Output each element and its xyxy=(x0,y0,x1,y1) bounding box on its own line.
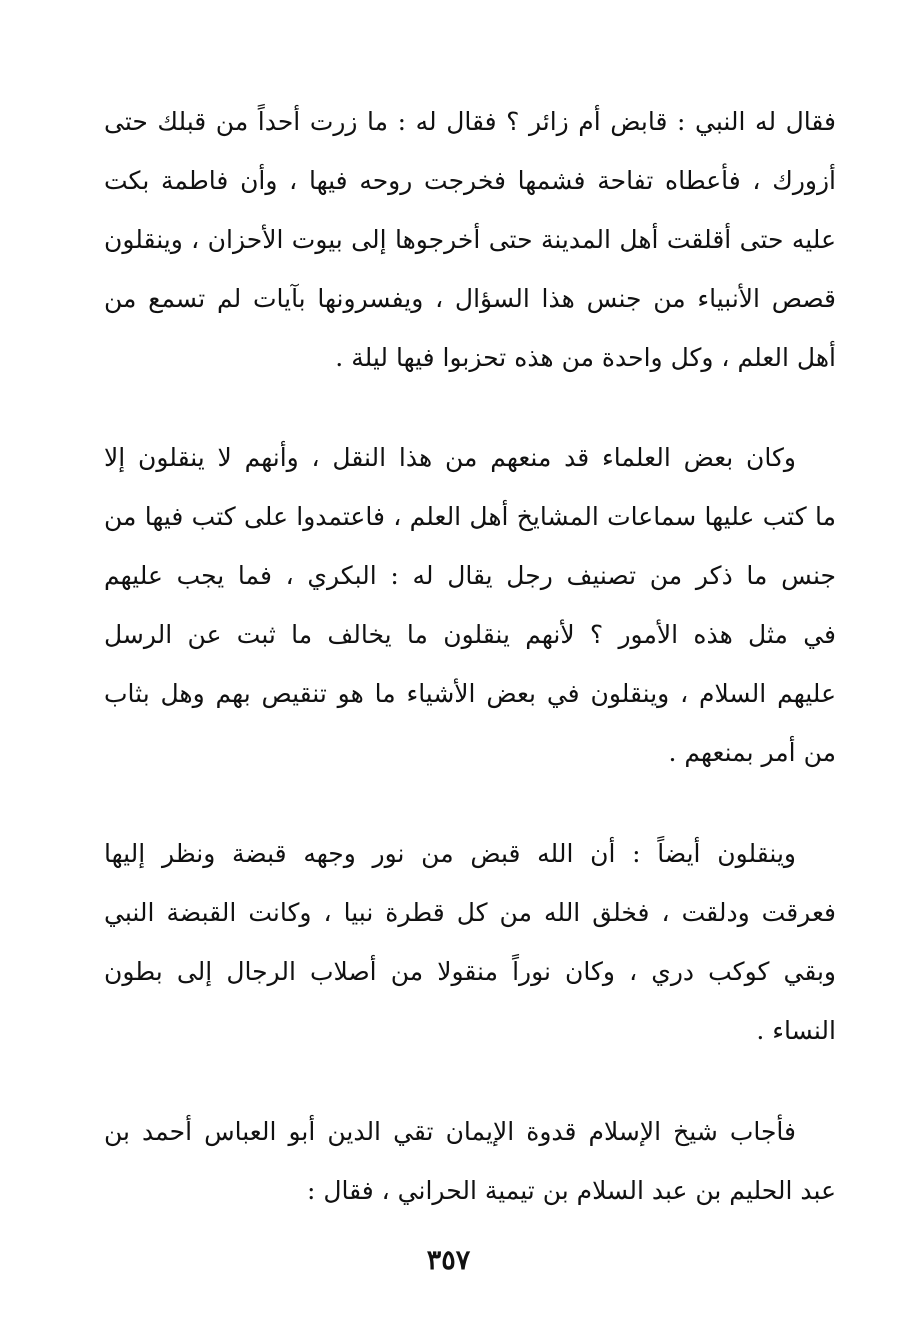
text-line: من أمر بمنعهم . xyxy=(668,738,836,767)
text-line: أزورك ، فأعطاه تفاحة فشمها فخرجت روحه فيها ، وأن فاطمة بكت xyxy=(104,166,836,195)
text-line: النساء . xyxy=(756,1016,836,1045)
paragraph-prophet-visit xyxy=(104,92,836,387)
text-line: في مثل هذه الأمور ؟ لأنهم ينقلون ما يخالف ما ثبت عن الرسل xyxy=(104,620,836,649)
text-line: ما كتب عليها سماعات المشايخ أهل العلم ، فاعتمدوا على كتب فيها من xyxy=(104,502,836,531)
text-line: أهل العلم ، وكل واحدة من هذه تحزبوا فيها ليلة . xyxy=(335,343,836,372)
paragraph-light-handful xyxy=(104,824,836,1060)
text-line: فأجاب شيخ الإسلام قدوة الإيمان تقي الدين أبو العباس أحمد بن xyxy=(104,1117,796,1146)
paragraph-answer-intro xyxy=(104,1102,836,1220)
text-line: فعرقت ودلقت ، فخلق الله من كل قطرة نبيا ، وكانت القبضة النبي xyxy=(104,898,836,927)
text-line: فقال له النبي : قابض أم زائر ؟ فقال له : ما زرت أحداً من قبلك حتى xyxy=(104,107,836,136)
text-line: وينقلون أيضاً : أن الله قبض من نور وجهه قبضة ونظر إليها xyxy=(104,839,796,868)
text-line: عليهم السلام ، وينقلون في بعض الأشياء ما هو تنقيص بهم وهل بثاب xyxy=(104,679,836,708)
text-line: وبقي كوكب دري ، وكان نوراً منقولا من أصلاب الرجال إلى بطون xyxy=(104,957,836,986)
page-number: ٣٥٧ xyxy=(426,1245,471,1276)
text-line: وكان بعض العلماء قد منعهم من هذا النقل ، وأنهم لا ينقلون إلا xyxy=(104,443,796,472)
text-line: عليه حتى أقلقت أهل المدينة حتى أخرجوها إلى بيوت الأحزان ، وينقلون xyxy=(104,225,836,254)
text-line: جنس ما ذكر من تصنيف رجل يقال له : البكري ، فما يجب عليهم xyxy=(104,561,836,590)
text-line: قصص الأنبياء من جنس هذا السؤال ، ويفسرونها بآيات لم تسمع من xyxy=(104,284,836,313)
text-line: عبد الحليم بن عبد السلام بن تيمية الحراني ، فقال : xyxy=(306,1176,836,1205)
paragraph-scholars-prohibition xyxy=(104,428,836,782)
